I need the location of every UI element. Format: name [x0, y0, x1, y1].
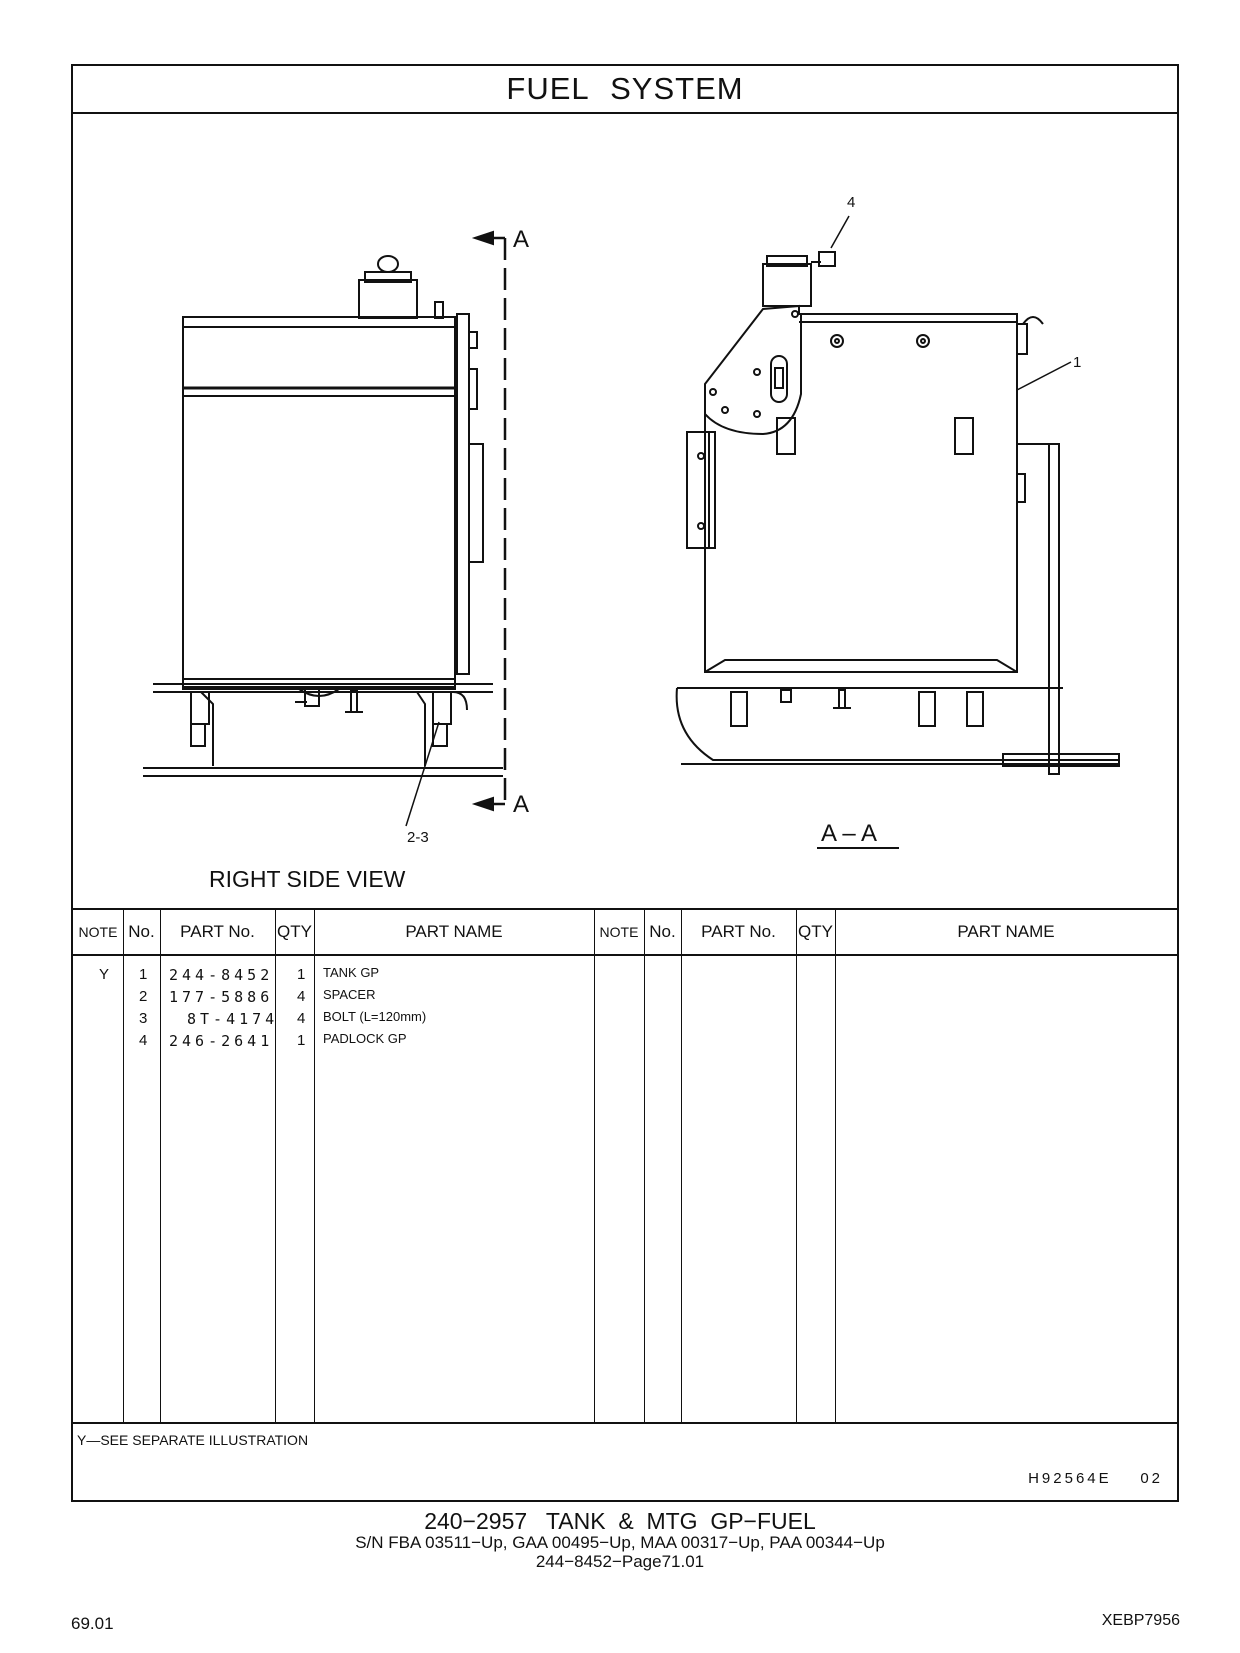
callout-4: 4	[847, 194, 856, 211]
row-part-name: PADLOCK GP	[323, 1031, 407, 1046]
row-qty: 4	[297, 988, 306, 1005]
page-number: 69.01	[71, 1614, 114, 1633]
caption-title: 240−2957 TANK & MTG GP−FUEL	[424, 1508, 816, 1534]
column-divider	[314, 910, 315, 1424]
drawing-code: H92564E 02	[1028, 1470, 1163, 1487]
document-id: XEBP7956	[1101, 1612, 1180, 1629]
section-view-label: A – A	[821, 820, 878, 847]
header-note: NOTE	[594, 910, 644, 956]
caption-page-ref: 244−8452−Page71.01	[535, 1552, 705, 1571]
row-part-name: TANK GP	[323, 965, 380, 980]
row-part-no: 246-2641	[169, 1032, 274, 1050]
row-part-name: BOLT (L=120mm)	[323, 1009, 427, 1024]
table-footer	[73, 1422, 1177, 1504]
fuel-tank-drawing	[73, 114, 1177, 908]
column-divider	[796, 910, 797, 1424]
section-letter-top: A	[513, 226, 530, 253]
header-no: No.	[123, 910, 160, 956]
callout-2-3: 2-3	[407, 829, 429, 846]
row-no: 2	[139, 988, 148, 1005]
row-no: 1	[139, 966, 148, 983]
illustration	[73, 114, 1177, 908]
column-divider	[160, 910, 161, 1424]
header-no: No.	[644, 910, 681, 956]
column-divider	[594, 910, 595, 1424]
right-side-view-label: RIGHT SIDE VIEW	[209, 866, 406, 892]
footnote: Y—SEE SEPARATE ILLUSTRATION	[77, 1432, 309, 1448]
header-qty: QTY	[275, 910, 314, 956]
row-part-no: 177-5886	[169, 988, 274, 1006]
header-part-name: PART NAME	[835, 910, 1177, 956]
header-note: NOTE	[73, 910, 123, 956]
row-no: 3	[139, 1010, 148, 1027]
row-part-name: SPACER	[323, 987, 376, 1002]
header-part-name: PART NAME	[314, 910, 594, 956]
tank-body-section	[705, 306, 1017, 672]
row-qty: 1	[297, 966, 306, 983]
page-title: FUEL SYSTEM	[73, 66, 1177, 114]
row-qty: 4	[297, 1010, 306, 1027]
column-divider	[275, 910, 276, 1424]
row-no: 4	[139, 1032, 148, 1049]
header-part-no: PART No.	[681, 910, 796, 956]
row-qty: 1	[297, 1032, 306, 1049]
callout-1: 1	[1073, 354, 1082, 371]
row-note: Y	[99, 966, 110, 983]
row-part-no: 244-8452	[169, 966, 274, 984]
header-qty: QTY	[796, 910, 835, 956]
column-divider	[644, 910, 645, 1424]
row-part-no: 8T-4174	[187, 1010, 279, 1028]
header-part-no: PART No.	[160, 910, 275, 956]
page-frame	[71, 64, 1179, 1502]
section-letter-bottom: A	[513, 791, 530, 818]
parts-table	[73, 908, 1177, 1424]
caption-serials: S/N FBA 03511−Up, GAA 00495−Up, MAA 00317−Up, PAA 00344−Up	[355, 1533, 885, 1552]
column-divider	[835, 910, 836, 1424]
tank-body-side	[183, 317, 455, 687]
column-divider	[123, 910, 124, 1424]
column-divider	[681, 910, 682, 1424]
